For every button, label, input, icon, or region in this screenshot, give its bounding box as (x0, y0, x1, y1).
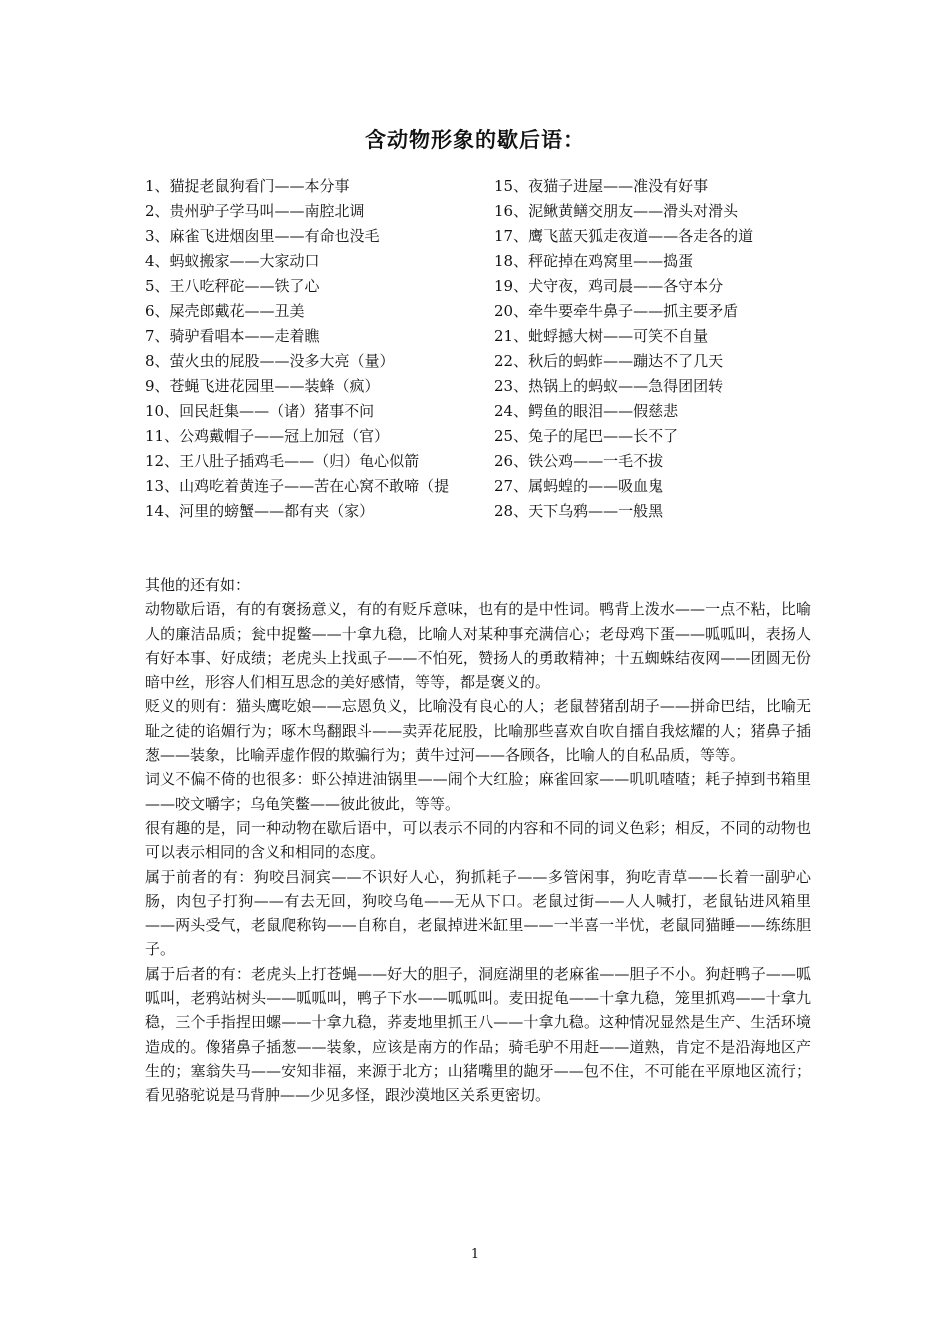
list-item: 23、热锅上的蚂蚁——急得团团转 (494, 377, 724, 395)
list-item: 16、泥鳅黄鳝交朋友——滑头对滑头 (494, 202, 739, 220)
idiom-list-left (145, 174, 475, 524)
page-number: 1 (470, 1247, 480, 1262)
idiom-list-right (494, 174, 824, 524)
paragraph: 词义不偏不倚的也很多：虾公掉进油锅里——闹个大红脸；麻雀回家——叽叽喳喳；耗子掉到书箱里——咬文嚼字；乌龟笑鳖——彼此彼此，等等。 (145, 770, 811, 813)
page-title: 含动物形象的歇后语： (365, 127, 585, 152)
list-item: 28、天下乌鸦——一般黑 (494, 502, 664, 520)
list-item: 3、麻雀飞进烟囱里——有命也没毛 (145, 227, 380, 245)
list-item: 2、贵州驴子学马叫——南腔北调 (145, 202, 365, 220)
list-item: 20、牵牛要牵牛鼻子——抓主要矛盾 (494, 302, 739, 320)
list-item: 8、萤火虫的屁股——没多大亮（量） (145, 352, 395, 370)
paragraph: 贬义的则有：猫头鹰吃娘——忘恩负义，比喻没有良心的人；老鼠替猪刮胡子——拼命巴结，比喻无耻之徒的谄媚行为；啄木鸟翻跟斗——卖弄花屁股，比喻那些喜欢自吹自擂自我炫耀的人；猪鼻子插葱——装象，比喻弄虚作假的欺骗行为；黄牛过河——各顾各，比喻人的自私品质，等等。 (145, 697, 811, 765)
list-item: 18、秤砣掉在鸡窝里——捣蛋 (494, 252, 694, 270)
list-item: 10、回民赶集——（诸）猪事不问 (145, 402, 375, 420)
paragraph: 很有趣的是，同一种动物在歇后语中，可以表示不同的内容和不同的词义色彩；相反，不同的动物也可以表示相同的含义和相同的态度。 (145, 818, 811, 862)
list-item: 25、兔子的尾巴——长不了 (494, 427, 679, 445)
list-item: 14、河里的螃蟹——都有夹（家） (145, 502, 375, 520)
list-item: 15、夜猫子进屋——准没有好事 (494, 177, 709, 195)
list-item: 27、属蚂蝗的——吸血鬼 (494, 477, 664, 495)
list-item: 21、蚍蜉撼大树——可笑不自量 (494, 327, 709, 345)
list-item: 26、铁公鸡——一毛不拔 (494, 452, 664, 470)
list-item: 19、犬守夜，鸡司晨——各守本分 (494, 277, 724, 295)
list-item: 24、鳄鱼的眼泪——假慈悲 (494, 402, 679, 420)
list-item: 7、骑驴看唱本——走着瞧 (145, 327, 320, 345)
list-item: 13、山鸡吃着黄连子——苦在心窝不敢啼（提 (145, 477, 450, 495)
paragraph: 属于后者的有：老虎头上打苍蝇——好大的胆子，洞庭湖里的老麻雀——胆子不小。狗赶鸭子——呱呱叫，老鸦站树头——呱呱叫，鸭子下水——呱呱叫。麦田捉龟——十拿九稳，笼里抓鸡——十拿九稳，三个手指捏田螺——十拿九稳，荞麦地里抓王八——十拿九稳。这种情况显然是生产、生活环境造成的。像猪鼻子插葱——装象，应该是南方的作品；骑毛驴不用赶——道熟，肯定不是沿海地区产生的；塞翁失马——安知非福，来源于北方；山猪嘴里的龅牙——包不住，不可能在平原地区流行；看见骆驼说是马背肿——少见多怪，跟沙漠地区关系更密切。 (145, 964, 811, 1105)
list-item: 6、屎壳郎戴花——丑美 (145, 302, 305, 320)
list-item: 22、秋后的蚂蚱——蹦达不了几天 (494, 352, 724, 370)
paragraph: 属于前者的有：狗咬吕洞宾——不识好人心，狗抓耗子——多管闲事，狗吃青草——长着一副驴心肠，肉包子打狗——有去无回，狗咬乌龟——无从下口。老鼠过街——人人喊打，老鼠钻进风箱里——两头受气，老鼠爬称钩——自称自，老鼠掉进米缸里——一半喜一半忧，老鼠同猫睡——练练胆子。 (145, 867, 811, 959)
list-item: 17、鹰飞蓝天狐走夜道——各走各的道 (494, 227, 754, 245)
list-item: 11、公鸡戴帽子——冠上加冠（官） (145, 427, 390, 445)
paragraph: 动物歇后语，有的有褒扬意义，有的有贬斥意味，也有的是中性词。鸭背上泼水——一点不粘，比喻人的廉洁品质；瓮中捉鳖——十拿九稳，比喻人对某种事充满信心；老母鸡下蛋——呱呱叫，表扬人有好本事、好成绩；老虎头上找虱子——不怕死，赞扬人的勇敢精神；十五蜘蛛结夜网——团圆无份暗中丝，形容人们相互思念的美好感情，等等，都是褒义的。 (145, 600, 811, 692)
list-item: 12、王八肚子插鸡毛——（归）龟心似箭 (145, 452, 420, 470)
list-item: 5、王八吃秤砣——铁了心 (145, 277, 320, 295)
list-item: 9、苍蝇飞进花园里——装蜂（疯） (145, 377, 380, 395)
list-item: 4、蚂蚁搬家——大家动口 (145, 252, 320, 270)
list-item: 1、猫捉老鼠狗看门——本分事 (145, 177, 350, 195)
body-text (145, 573, 811, 1108)
paragraph: 其他的还有如： (145, 576, 251, 594)
